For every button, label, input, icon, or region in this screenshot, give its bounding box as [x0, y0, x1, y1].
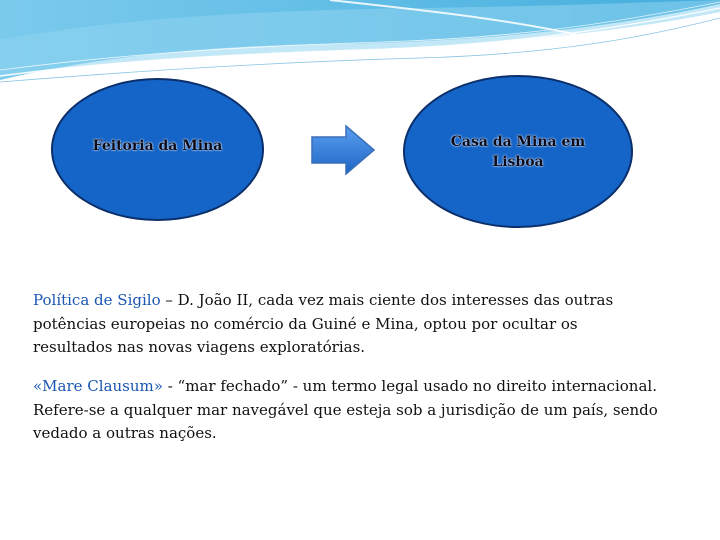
casa-da-mina-line-2: Lisboa: [492, 153, 544, 170]
mare-clausum-term: «Mare Clausum»: [33, 377, 163, 395]
casa-da-mina-line-1: Casa da Mina em: [450, 133, 586, 150]
mare-clausum-paragraph: [33, 375, 693, 446]
feitoria-da-mina-node: [51, 78, 264, 221]
paragraph-2-line-1: - “mar fechado” - um termo legal usado no direito internacional.: [162, 377, 657, 395]
paragraph-1-line-3: resultados nas novas viagens exploratórias.: [33, 338, 366, 356]
paragraph-1-line-2: potências europeias no comércio da Guiné e Mina, optou por ocultar os: [33, 314, 578, 333]
paragraph-2-line-2: Refere-se a qualquer mar navegável que esteja sob a jurisdição de um país, sendo: [33, 400, 658, 419]
header-wave-decoration: [0, 0, 720, 90]
feitoria-da-mina-label: Feitoria da Mina: [92, 137, 223, 154]
politica-de-sigilo-paragraph: [33, 289, 653, 360]
paragraph-1-line-1: – D. João II, cada vez mais ciente dos interesses das outras: [160, 291, 614, 309]
right-arrow-icon: [310, 124, 376, 176]
casa-da-mina-label: [443, 132, 593, 172]
casa-da-mina-node: [403, 75, 633, 228]
politica-de-sigilo-term: Política de Sigilo: [33, 291, 161, 309]
paragraph-2-line-3: vedado a outras nações.: [33, 424, 217, 442]
